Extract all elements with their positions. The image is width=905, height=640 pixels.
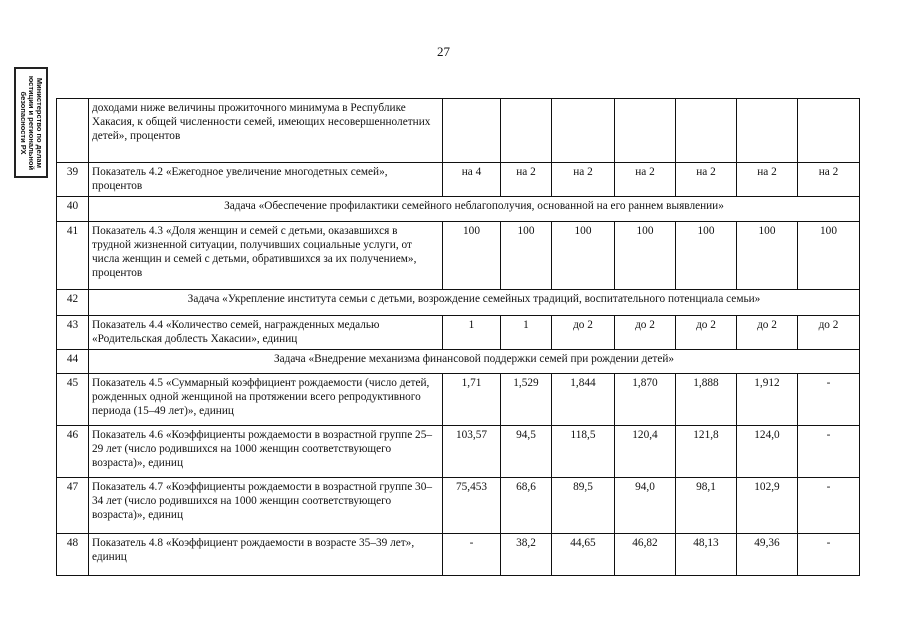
indicator-value: 68,6 — [501, 478, 552, 534]
indicator-value — [676, 99, 737, 163]
indicator-value: 100 — [501, 222, 552, 290]
task-title: Задача «Обеспечение профилактики семейного неблагополучия, основанной на его раннем выявлении» — [89, 197, 860, 222]
indicator-value: 1,71 — [443, 374, 501, 426]
indicator-value — [552, 99, 615, 163]
task-row — [57, 290, 860, 316]
indicator-value — [615, 99, 676, 163]
indicator-value: 124,0 — [737, 426, 798, 478]
indicator-value — [443, 99, 501, 163]
indicator-row — [57, 316, 860, 350]
stamp-line: безопасности РХ — [19, 90, 28, 155]
indicator-value: на 2 — [798, 163, 860, 197]
stamp-line: Министерство по делам — [35, 77, 44, 168]
indicator-value: до 2 — [737, 316, 798, 350]
indicator-value: 1 — [501, 316, 552, 350]
indicator-value: на 4 — [443, 163, 501, 197]
indicator-value: до 2 — [615, 316, 676, 350]
indicator-value: 120,4 — [615, 426, 676, 478]
indicator-value: - — [798, 426, 860, 478]
indicator-value: 38,2 — [501, 534, 552, 576]
indicator-value: до 2 — [676, 316, 737, 350]
indicator-value: 1,912 — [737, 374, 798, 426]
row-number: 44 — [57, 350, 89, 374]
indicator-value: 49,36 — [737, 534, 798, 576]
page-number: 27 — [437, 44, 450, 59]
indicator-value: 1,888 — [676, 374, 737, 426]
indicator-value: на 2 — [501, 163, 552, 197]
indicator-description: Показатель 4.2 «Ежегодное увеличение многодетных семей», процентов — [89, 163, 443, 197]
indicator-value: на 2 — [552, 163, 615, 197]
indicator-row — [57, 478, 860, 534]
indicator-description: доходами ниже величины прожиточного минимума в Республике Хакасия, к общей численности семей, имеющих несовершеннолетних детей», процентов — [89, 99, 443, 163]
indicator-value: - — [798, 374, 860, 426]
indicator-description: Показатель 4.6 «Коэффициенты рождаемости в возрастной группе 25–29 лет (число родившихся на 1000 женщин соответствующего возраста)», единиц — [89, 426, 443, 478]
indicator-row — [57, 426, 860, 478]
indicator-value — [798, 99, 860, 163]
row-number: 39 — [57, 163, 89, 197]
indicator-value: 98,1 — [676, 478, 737, 534]
indicator-value: 100 — [798, 222, 860, 290]
indicator-value: - — [798, 534, 860, 576]
indicator-value: 94,0 — [615, 478, 676, 534]
row-number — [57, 99, 89, 163]
indicator-value: 89,5 — [552, 478, 615, 534]
row-number: 41 — [57, 222, 89, 290]
indicator-value — [501, 99, 552, 163]
indicator-value: 1,870 — [615, 374, 676, 426]
indicator-value — [737, 99, 798, 163]
row-number: 42 — [57, 290, 89, 316]
task-row — [57, 197, 860, 222]
task-title: Задача «Внедрение механизма финансовой поддержки семей при рождении детей» — [89, 350, 860, 374]
indicator-value: - — [443, 534, 501, 576]
row-number: 47 — [57, 478, 89, 534]
indicator-value: 1 — [443, 316, 501, 350]
indicator-value: 75,453 — [443, 478, 501, 534]
indicator-description: Показатель 4.7 «Коэффициенты рождаемости в возрастной группе 30–34 лет (число родившихся на 1000 женщин соответствующего возраста)», единиц — [89, 478, 443, 534]
indicator-value: 1,529 — [501, 374, 552, 426]
indicator-row — [57, 163, 860, 197]
row-number: 46 — [57, 426, 89, 478]
indicator-value: 100 — [615, 222, 676, 290]
indicator-description: Показатель 4.3 «Доля женщин и семей с детьми, оказавшихся в трудной жизненной ситуации, получивших социальные услуги, от числа женщин и семей с детьми, обратившихся за их получением», процентов — [89, 222, 443, 290]
row-number: 43 — [57, 316, 89, 350]
task-row — [57, 350, 860, 374]
indicators-table — [56, 98, 860, 576]
indicator-value: 100 — [443, 222, 501, 290]
stamp-text — [19, 75, 43, 169]
row-number: 45 — [57, 374, 89, 426]
indicator-description: Показатель 4.8 «Коэффициент рождаемости в возрасте 35–39 лет», единиц — [89, 534, 443, 576]
row-number: 40 — [57, 197, 89, 222]
indicator-value: 118,5 — [552, 426, 615, 478]
indicator-row — [57, 374, 860, 426]
indicator-value: до 2 — [552, 316, 615, 350]
indicator-value: до 2 — [798, 316, 860, 350]
indicator-value: 100 — [676, 222, 737, 290]
indicator-value: на 2 — [737, 163, 798, 197]
indicator-value: 103,57 — [443, 426, 501, 478]
indicator-value: 100 — [737, 222, 798, 290]
task-title: Задача «Укрепление института семьи с детьми, возрождение семейных традиций, воспитательного потенциала семьи» — [89, 290, 860, 316]
indicator-value: 1,844 — [552, 374, 615, 426]
indicator-row — [57, 222, 860, 290]
ministry-stamp — [14, 67, 48, 178]
indicator-row — [57, 99, 860, 163]
indicator-value: 121,8 — [676, 426, 737, 478]
indicator-description: Показатель 4.4 «Количество семей, награжденных медалью «Родительская доблесть Хакасии», единиц — [89, 316, 443, 350]
indicator-value: 100 — [552, 222, 615, 290]
indicator-description: Показатель 4.5 «Суммарный коэффициент рождаемости (число детей, рожденных одной женщиной на протяжении всего репродуктивного периода (15–49 лет)», единиц — [89, 374, 443, 426]
row-number: 48 — [57, 534, 89, 576]
indicator-value: на 2 — [676, 163, 737, 197]
indicator-value: на 2 — [615, 163, 676, 197]
indicator-value: 48,13 — [676, 534, 737, 576]
indicator-value: 46,82 — [615, 534, 676, 576]
indicator-value: 44,65 — [552, 534, 615, 576]
stamp-line: юстиции и региональной — [27, 75, 36, 170]
indicator-value: 94,5 — [501, 426, 552, 478]
indicator-value: 102,9 — [737, 478, 798, 534]
indicator-value: - — [798, 478, 860, 534]
indicator-row — [57, 534, 860, 576]
